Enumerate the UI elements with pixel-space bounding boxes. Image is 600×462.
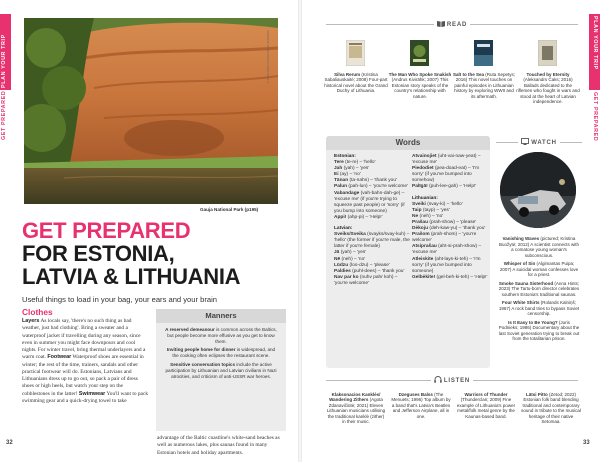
word-entry: Ei (ay) – 'no' [334,172,361,178]
photo-credit: SPECIFIC ARTIST/SHUTTERSTOCK © [266,30,270,84]
photo-caption: Gauja National Park (p195) [200,207,259,212]
watch-list [498,236,580,345]
book-title-1: Silva Rerum [334,72,361,77]
listen-entry-3: Warriors of Thunder (Thunderclan; 2009) Fine example of Lithuania's power metal/folk metal genre by the Kaunas-based band. [456,392,516,419]
swimwear-label: Swimwear [78,390,106,397]
layers-text: As locals say, 'there's no such thing as bad weather, just bad clothing'. Bring a sweater and a waterproof jacket if travelling during any season, since even in summer you might face downpours and cool nights. For winter travel, bring thermal underlayers and a warm coat. [22,318,146,361]
word-entry: Dėkoju (deh-kaw-yu) – 'thank you' [412,226,486,232]
word-entry: Sveiks/Sveika (svayks/svay-kuh) – 'hello' (the former if you're male, the latter if you're female) [334,232,410,250]
word-entry: Atvainojiet (uht-vai-naw-yeat) – 'excuse me' [412,154,481,166]
read-header [326,18,578,30]
word-entry: Piedodiet (pea-doad-eat) – 'I'm sorry' (if you've bumped into somehow) [412,166,480,184]
book-entry-4 [516,72,580,104]
watch-entry: Whisper of Sin (Algimantas Puipa; 2007) A suicidal woman confesses love for a priest. [499,261,579,277]
manners-p2-bold: Inviting people home for dinner [166,347,236,353]
layers-label: Layers [22,318,40,324]
listen-header [326,374,578,386]
watch-heading [518,138,560,146]
headline-line-3: LATVIA & LITHUANIA [22,264,241,289]
word-entry: Jā (yah) – 'yes' [334,250,367,256]
word-entry: Paldies (puhl-dees) – 'thank you' [334,268,405,274]
words-column-right [412,154,488,281]
word-entry: Taip (tayp) – 'yes' [412,207,450,213]
right-chapter-tab-label: PLAN YOUR TRIP [592,16,598,70]
word-entry: Palun (pah-lun) – 'you're welcome' [334,184,408,190]
listen-entry-1: Klaksonacios Kanklės/ Wandering Zithers (Agota Zdanavičiūtė; 2021) Eleven Lithuanian musicians utilising the traditional kanklė (zither) in their music. [326,392,386,425]
book-desc-3: (Ruta Sepetys; 2016) This novel touches on painful episodes in Lithuanian history by exploring WWII and its aftermath. [454,72,516,99]
swimwear-text: You'll want to pack swimming gear and a quick-drying towel to take [22,390,149,404]
word-entry: Lūdzu (loo-dzu) – 'please' [334,262,390,268]
latvian-label: Latvian: [334,226,353,232]
manners-box [156,309,286,431]
lithuanian-label: Lithuanian: [412,195,438,201]
read-heading [434,20,470,28]
page-number-right: 33 [583,440,590,446]
word-entry: Vabandage (vah-bahn-dah-ge) – 'excuse me' (if you're trying to squeeze past people) or 'sorry' (if you bump into someone) [334,190,405,214]
book-title-2: The Man Who Spoke Snakish [388,72,452,77]
watch-heading-label: WATCH [531,140,557,146]
right-section-label: GET PREPARED [592,92,598,142]
read-heading-label: READ [446,22,468,28]
manners-p3-bold: Sensitive conversation topics [170,361,236,367]
book-title-3: Salt to the Sea [452,72,484,77]
word-entry: Ne (neh) – 'no' [412,213,444,219]
cliff-river-illustration [24,18,278,204]
film-still-vanishing-waves [500,152,576,228]
words-column-left [334,154,410,287]
book-entry-1 [324,72,388,94]
watch-entry: Is It Easy to Be Young? (Juris Podnieks; 1986) Documentary about the last Soviet generation trying to break out from the totalitarian prison. [498,319,580,341]
clothes-body [22,318,150,405]
word-entry: Nav par ko (nuhv pahr koh) – 'you're welcome' [334,274,398,286]
words-box [326,136,490,368]
word-entry: Appi! (ahp-pi) – 'Help!' [334,214,383,220]
clothes-body-continued: advantage of the Baltic coastline's white-sand beaches as well as numerous lakes, plus saunas found in many Estonian hotels and holiday apartments. [157,435,280,456]
listen-heading [431,376,473,384]
book-title-4: Touched by Eternity [526,72,570,77]
word-entry: Atsiprašau (aht-si-prah-show) – 'excuse me' [412,244,482,256]
listen-entry-2: Dzeguses Balss (The Menuets; 1996) Top album by a band that's Latvia's Beatles and Jefferson Airplane, all in one. [391,392,451,419]
page-gutter [298,0,302,462]
headphones-icon [434,376,442,383]
word-entry: Prašom (prah-shom) – 'you're welcome' [412,232,477,244]
tv-icon [521,138,529,145]
book-cover-snakish [410,40,429,66]
hero-photo [24,18,278,204]
word-entry: Nē (neh) – 'no' [334,256,366,262]
watch-entry: Smoke Sauna Sisterhood (Anna Hints; 2023) The Tartu-born director celebrates southern Estonia's traditional saunas. [498,280,580,297]
word-entry: Tere (te-re) – 'hello' [334,160,376,166]
headline-line-1: GET PREPARED [22,218,191,243]
manners-body [164,327,278,382]
manners-heading: Manners [156,309,286,323]
headline-line-2: FOR ESTONIA, [22,241,175,266]
footwear-label: Footwear [47,354,72,361]
estonian-label: Estonian: [334,154,356,159]
word-entry: Sveiki (svay-ki) – 'hello' [412,201,463,207]
word-entry: Gelbėkite! (gel-beh-ki-teh) – 'Help!' [412,274,488,280]
watch-entry: Four White Shirts (Rolands Kalniņš; 1967) A rock band tries to bypass Soviet censorship. [498,300,580,316]
book-entry-3 [452,72,516,99]
book-entry-2 [388,72,452,99]
listen-entry-4: Lätsi Pitto (Zetod; 2022) Estonian folk band blending traditional and contemporary sound in tribute to the musical heritage of their native Setomaa. [521,392,581,425]
book-desc-2: (Andrus Kivirähk; 2007) This Estonian story speaks of the country's relationship with nature. [391,77,449,99]
word-entry: Atleiskite (aht-lays-ki-teh) – 'I'm sorry' (if you've bumped into someone) [412,256,481,274]
footwear-text: Waterproof shoes are essential in winter; the rest of the time, trainers, sandals and other practical footwear will do. Estonians, Latvians and Lithuanians dress up to go out, so pack a pair of dress shoes or high heels, but watch your step on the cobblestones in the latter! [22,354,144,397]
watch-header [496,136,582,148]
headline-subtitle: Useful things to load in your bag, your ears and your brain [22,295,218,304]
word-entry: Tänan (ta-nahn) – 'thank you' [334,178,397,184]
page-number-left: 32 [6,440,13,446]
book-cover-silva-rerum [346,40,365,66]
watch-entry: Vanishing Waves (pictured; Kristina Buožytė; 2012) A scientist connects with a comatose young woman's subconscious. [498,236,580,258]
word-entry: Prašau (prah-show) – 'please' [412,219,477,225]
listen-heading-label: LISTEN [443,378,471,384]
manners-p1-text: is common across the Baltics, but people become more effusive as you get to know them. [167,327,277,344]
left-section-label: GET PREPARED [1,90,7,140]
book-desc-4: (Aleksandrs Čaks; 2016) Ballads dedicated to the riflemen who fought in wars and stood at the heart of Latvian independence. [516,77,580,105]
book-icon [437,20,445,27]
book-cover-salt-to-the-sea [474,40,493,66]
clothes-heading: Clothes [22,307,53,317]
manners-p3-text: include the active participation by Lithuanian and Latvian civilians in Nazi atrocities, and criticism of anti-USSR war heroes. [165,361,277,379]
manners-p1-bold: A reserved demeanour [165,327,215,332]
manners-p2-text: is widespread, and the cooking often eclipses the restaurant scene. [172,347,276,359]
left-chapter-tab-label: PLAN YOUR TRIP [1,34,7,88]
film-still-illustration [500,152,576,228]
book-desc-1: (Kristina Sabaliauskaitė; 2008) Four-part historical novel about the Grand Duchy of Lithuania. [324,72,388,94]
words-heading: Words [326,136,490,150]
book-cover-touched-by-eternity [538,40,557,66]
word-entry: Palīgā! (puh-lee-gah) – 'Help!' [412,184,477,190]
word-entry: Jah (yah) – 'yes' [334,166,370,172]
